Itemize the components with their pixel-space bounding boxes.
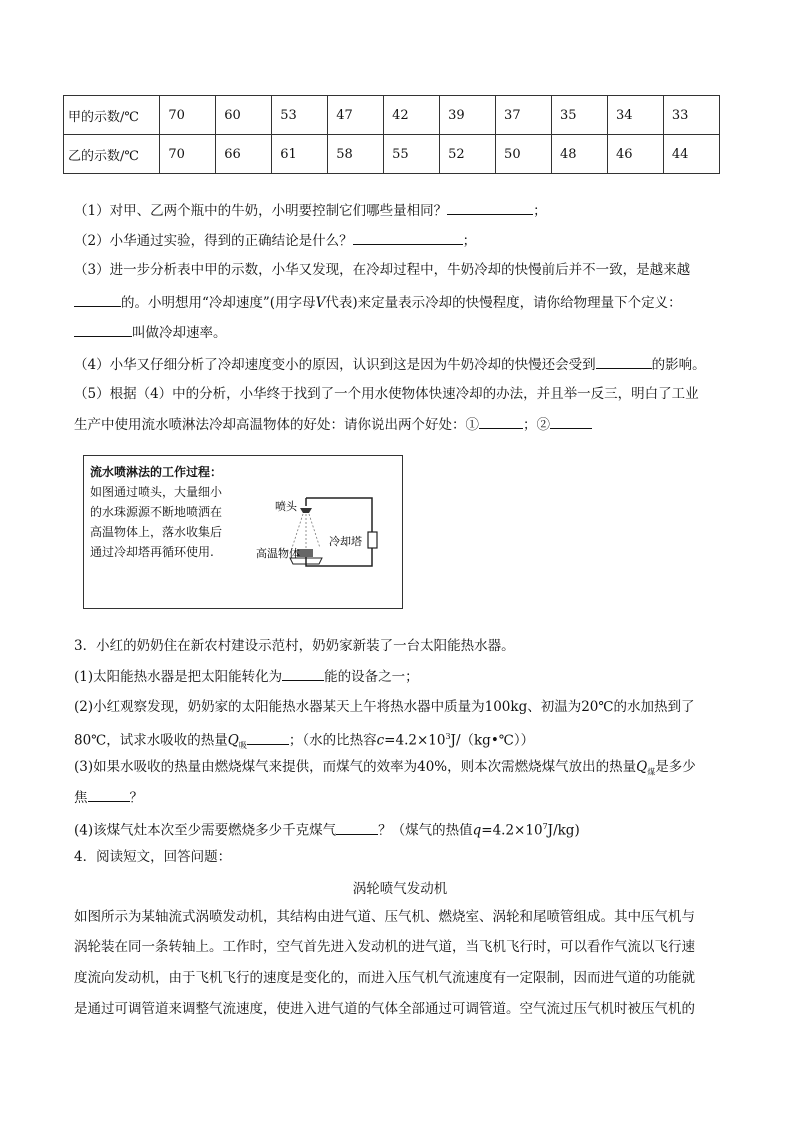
problem-3-part-3a: (3)如果水吸收的热量由燃烧煤气来提供，而煤气的效率为40%，则本次需燃烧煤气放出的热量$Q_煤$是多少 bbox=[74, 759, 696, 777]
problem-4-title: 4．阅读短文，回答问题： bbox=[74, 849, 232, 865]
row-label: 乙的示数/℃ bbox=[64, 135, 160, 174]
nozzle-label: 喷头 bbox=[275, 500, 297, 513]
table-cell: 33 bbox=[663, 96, 719, 135]
question-1: （1）对甲、乙两个瓶中的牛奶，小明要控制它们哪些量相同？ ； bbox=[74, 200, 547, 221]
cooling-tower-icon bbox=[368, 532, 377, 548]
table-cell: 70 bbox=[160, 135, 216, 174]
table-cell: 70 bbox=[160, 96, 216, 135]
table-row bbox=[64, 135, 720, 174]
answer-blank[interactable] bbox=[479, 414, 523, 429]
table-cell: 47 bbox=[328, 96, 384, 135]
pipe-loop bbox=[306, 498, 372, 566]
question-5a: （5）根据（4）中的分析，小华终于找到了一个用水使物体快速冷却的办法，并且举一反三，明白了工业 bbox=[74, 386, 699, 402]
table-cell: 46 bbox=[607, 135, 663, 174]
answer-blank[interactable] bbox=[282, 666, 324, 681]
question-5b: 生产中使用流水喷淋法冷却高温物体的好处：请你说出两个好处：① ；② bbox=[74, 414, 592, 435]
answer-blank[interactable] bbox=[353, 230, 463, 245]
table-cell: 66 bbox=[216, 135, 272, 174]
table-cell: 44 bbox=[663, 135, 719, 174]
spray-cooling-figure bbox=[83, 455, 403, 609]
object-label: 高温物体 bbox=[256, 547, 300, 560]
question-3b: 的。小明想用“冷却速度”(用字母V代表)来定量表示冷却的快慢程度，请你给物理量下个定义： bbox=[74, 292, 682, 313]
answer-blank[interactable] bbox=[596, 354, 652, 369]
answer-blank[interactable] bbox=[74, 322, 132, 337]
problem-3-part-4: (4)该煤气灶本次至少需要燃烧多少千克煤气 ？（煤气的热值$q=4.2\times 10^7J/kg$) bbox=[74, 817, 580, 841]
figure-caption: 流水喷淋法的工作过程： 如图通过喷头，大量细小 的水珠源源不断地喷洒在 高温物体上，落水收集后 通过冷却塔再循环使用. bbox=[90, 465, 223, 559]
article-heading: 涡轮喷气发动机 bbox=[352, 881, 448, 897]
table-row bbox=[64, 96, 720, 135]
problem-3-part-1: (1)太阳能热水器是把太阳能转化为 能的设备之一； bbox=[74, 666, 419, 687]
problem-3-part-2a: (2)小红观察发现，奶奶家的太阳能热水器某天上午将热水器中质量为100kg、初温为20℃的水加热到了 bbox=[74, 699, 695, 715]
problem-3-title: 3．小红的奶奶住在新农村建设示范村，奶奶家新装了一台太阳能热水器。 bbox=[74, 638, 515, 654]
temperature-table bbox=[63, 95, 720, 174]
table-cell: 50 bbox=[496, 135, 552, 174]
table-cell: 48 bbox=[552, 135, 608, 174]
table-cell: 53 bbox=[272, 96, 328, 135]
question-3c: 叫做冷却速率。 bbox=[74, 322, 227, 343]
water-spray bbox=[292, 514, 320, 548]
question-3a: （3）进一步分析表中甲的示数，小华又发现，在冷却过程中，牛奶冷却的快慢前后并不一致，是越来越 bbox=[74, 262, 691, 278]
tower-label: 冷却塔 bbox=[329, 535, 362, 548]
table-cell: 58 bbox=[328, 135, 384, 174]
table-cell: 52 bbox=[440, 135, 496, 174]
nozzle-icon bbox=[300, 508, 312, 513]
answer-blank[interactable] bbox=[447, 200, 533, 215]
article-line: 是通过可调管道来调整气流速度，使进入进气道的气体全部通过可调管道。空气流过压气机时被压气机的 bbox=[74, 1001, 695, 1017]
answer-blank[interactable] bbox=[550, 414, 592, 429]
article-line: 涡轮装在同一条转轴上。工作时，空气首先进入发动机的进气道，当飞机飞行时，可以看作气流以飞行速 bbox=[74, 939, 695, 955]
article-line: 度流向发动机，由于飞机飞行的速度是变化的，而进入压气机气流速度有一定限制，因而进气道的功能就 bbox=[74, 970, 695, 986]
problem-3-part-3b: 焦 ？ bbox=[74, 787, 143, 808]
table-cell: 61 bbox=[272, 135, 328, 174]
table-cell: 35 bbox=[552, 96, 608, 135]
table-cell: 39 bbox=[440, 96, 496, 135]
table-cell: 37 bbox=[496, 96, 552, 135]
table-cell: 60 bbox=[216, 96, 272, 135]
answer-blank[interactable] bbox=[88, 787, 130, 802]
cooling-diagram bbox=[84, 456, 402, 608]
answer-blank[interactable] bbox=[336, 820, 378, 835]
article-line: 如图所示为某轴流式涡喷发动机，其结构由进气道、压气机、燃烧室、涡轮和尾喷管组成。其中压气机与 bbox=[74, 909, 695, 925]
answer-blank[interactable] bbox=[74, 292, 121, 307]
table-cell: 34 bbox=[607, 96, 663, 135]
table-cell: 42 bbox=[384, 96, 440, 135]
problem-3-part-2b: 80℃，试求水吸收的热量$Q_吸$ ；（水的比热容$c=4.2\times 10^3J/(kg•℃)$） bbox=[74, 727, 534, 756]
question-4: （4）小华又仔细分析了冷却速度变小的原因，认识到这是因为牛奶冷却的快慢还会受到 的影响。 bbox=[74, 354, 706, 375]
question-2: （2）小华通过实验，得到的正确结论是什么？ ； bbox=[74, 230, 476, 251]
table-cell: 55 bbox=[384, 135, 440, 174]
row-label: 甲的示数/℃ bbox=[64, 96, 160, 135]
answer-blank[interactable] bbox=[247, 730, 289, 745]
